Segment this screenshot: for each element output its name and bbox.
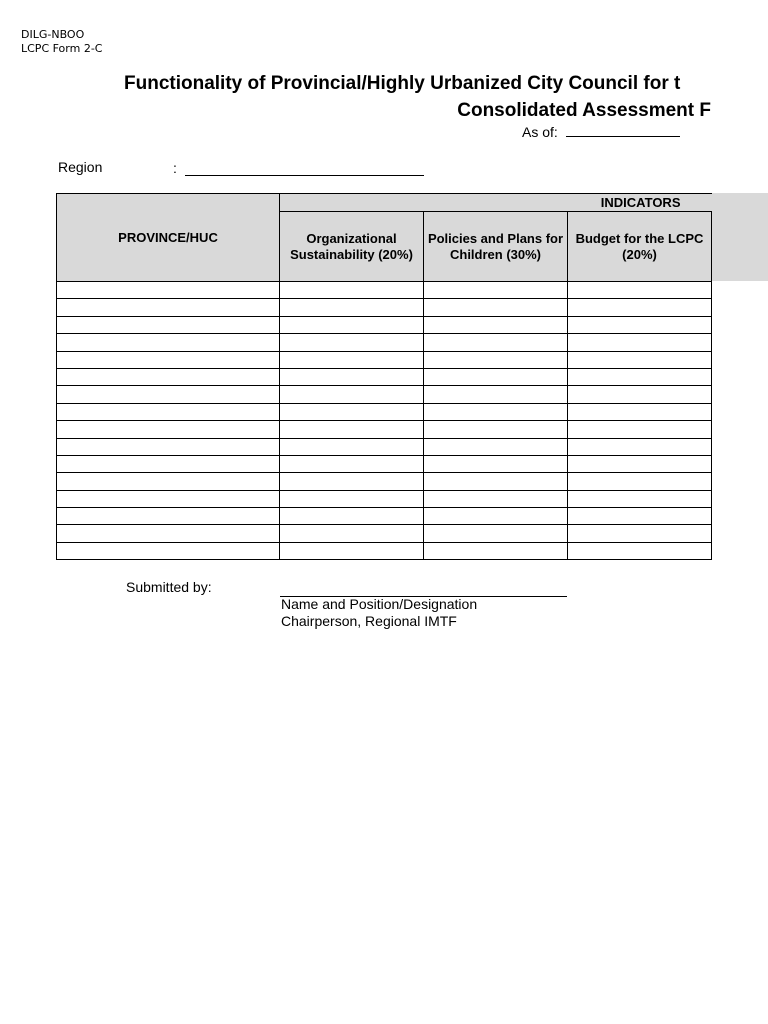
table-row [57,299,712,316]
table-row [57,455,712,472]
form-code: DILG-NBOO [21,28,85,41]
policies-plans-header: Policies and Plans for Children (30%) [424,212,568,282]
table-row [57,368,712,385]
province-cell[interactable] [57,508,280,525]
budget-lcpc-header: Budget for the LCPC (20%) [568,212,712,282]
table-row [57,403,712,420]
province-cell[interactable] [57,386,280,403]
table-row [57,334,712,351]
table-body [57,282,712,560]
budget-cell[interactable] [568,368,712,385]
policies-cell[interactable] [424,334,568,351]
chairperson-label: Chairperson, Regional IMTF [281,613,457,629]
region-input-line[interactable] [185,175,424,176]
region-colon: : [173,160,177,176]
province-huc-header: PROVINCE/HUC [57,194,280,282]
budget-cell[interactable] [568,386,712,403]
province-cell[interactable] [57,334,280,351]
budget-cell[interactable] [568,282,712,299]
province-cell[interactable] [57,421,280,438]
as-of-date-line[interactable] [566,136,680,137]
table-row [57,282,712,299]
table-row [57,542,712,559]
budget-cell[interactable] [568,299,712,316]
indicators-header: INDICATORS [280,194,712,212]
org-sustainability-header: Organizational Sustainability (20%) [280,212,424,282]
org-cell[interactable] [280,490,424,507]
org-cell[interactable] [280,421,424,438]
table-row [57,386,712,403]
table-row [57,316,712,333]
budget-cell[interactable] [568,316,712,333]
budget-cell[interactable] [568,403,712,420]
province-cell[interactable] [57,490,280,507]
form-title-line1: Functionality of Provincial/Highly Urbanized City Council for t [124,73,681,94]
province-cell[interactable] [57,473,280,490]
table-row [57,351,712,368]
province-cell[interactable] [57,282,280,299]
policies-cell[interactable] [424,386,568,403]
table-row [57,438,712,455]
org-cell[interactable] [280,386,424,403]
assessment-table [56,193,712,560]
region-label: Region [58,159,103,175]
policies-cell[interactable] [424,299,568,316]
org-cell[interactable] [280,282,424,299]
policies-cell[interactable] [424,508,568,525]
org-cell[interactable] [280,403,424,420]
province-cell[interactable] [57,542,280,559]
form-title-line2: Consolidated Assessment F [457,100,711,121]
policies-cell[interactable] [424,351,568,368]
budget-cell[interactable] [568,508,712,525]
budget-cell[interactable] [568,525,712,542]
org-cell[interactable] [280,351,424,368]
table-row [57,473,712,490]
policies-cell[interactable] [424,403,568,420]
org-cell[interactable] [280,525,424,542]
org-cell[interactable] [280,334,424,351]
org-cell[interactable] [280,455,424,472]
province-cell[interactable] [57,525,280,542]
as-of-row [522,124,680,140]
org-cell[interactable] [280,438,424,455]
province-cell[interactable] [57,351,280,368]
submitted-by-label: Submitted by: [126,579,212,595]
as-of-label: As of: [522,124,558,140]
budget-cell[interactable] [568,455,712,472]
org-cell[interactable] [280,508,424,525]
policies-cell[interactable] [424,455,568,472]
province-cell[interactable] [57,403,280,420]
policies-cell[interactable] [424,316,568,333]
province-cell[interactable] [57,299,280,316]
policies-cell[interactable] [424,438,568,455]
org-cell[interactable] [280,473,424,490]
policies-cell[interactable] [424,368,568,385]
province-cell[interactable] [57,316,280,333]
policies-cell[interactable] [424,421,568,438]
org-cell[interactable] [280,316,424,333]
name-position-label: Name and Position/Designation [281,596,478,612]
budget-cell[interactable] [568,351,712,368]
policies-cell[interactable] [424,542,568,559]
table-row [57,421,712,438]
budget-cell[interactable] [568,490,712,507]
org-cell[interactable] [280,299,424,316]
province-cell[interactable] [57,455,280,472]
policies-cell[interactable] [424,282,568,299]
header-shade-overflow [711,193,768,281]
table-row [57,490,712,507]
form-number: LCPC Form 2-C [21,42,103,55]
policies-cell[interactable] [424,473,568,490]
province-cell[interactable] [57,368,280,385]
policies-cell[interactable] [424,525,568,542]
budget-cell[interactable] [568,334,712,351]
province-cell[interactable] [57,438,280,455]
table-row [57,525,712,542]
budget-cell[interactable] [568,473,712,490]
budget-cell[interactable] [568,438,712,455]
budget-cell[interactable] [568,542,712,559]
policies-cell[interactable] [424,490,568,507]
org-cell[interactable] [280,368,424,385]
org-cell[interactable] [280,542,424,559]
budget-cell[interactable] [568,421,712,438]
table-row [57,508,712,525]
